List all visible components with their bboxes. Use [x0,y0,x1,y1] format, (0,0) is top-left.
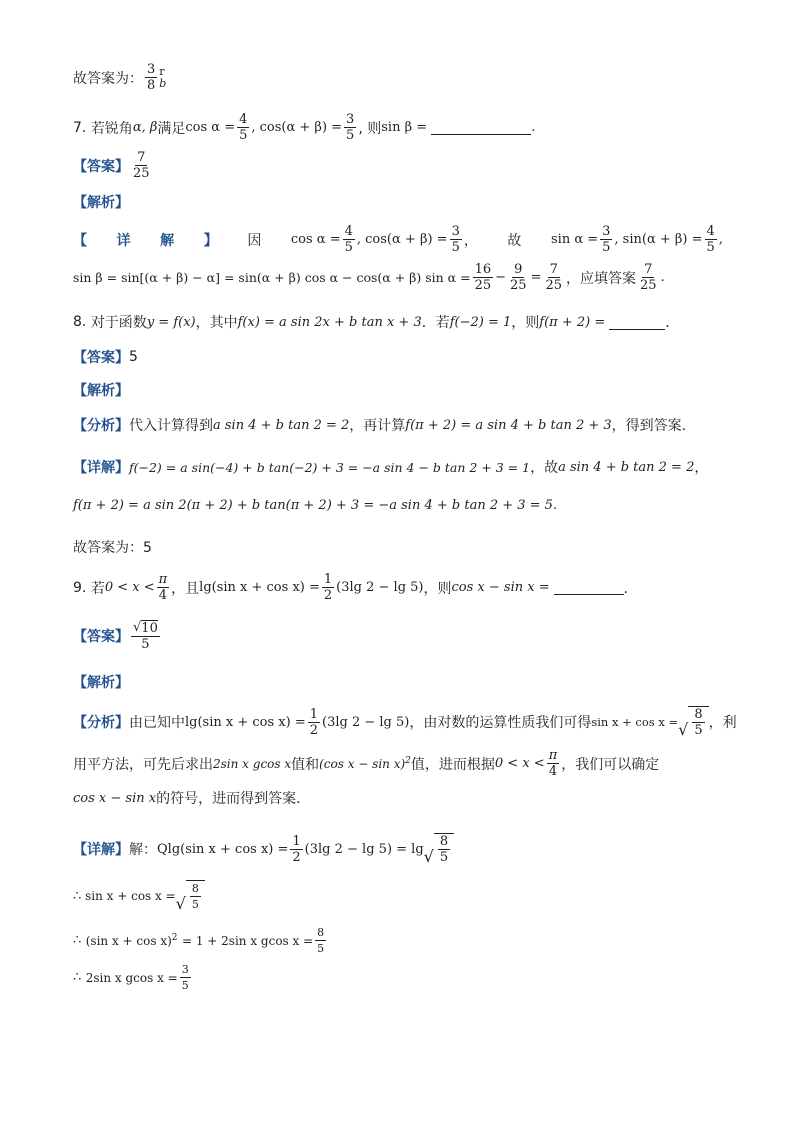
detail-text: 因 [247,232,262,249]
expr: sin x + cos x = [85,889,176,903]
frac-num: 8 [439,834,449,849]
frac-num: 8 [191,882,199,895]
q7-expr: , cos(α + β) = [251,120,343,135]
expr-part: (cos x − sin x) [319,757,406,771]
q8-text: ，其中 [195,315,238,331]
q8-text: ．若 [421,315,450,331]
minus: − [495,270,507,285]
q8-text: 对于函数 [90,315,147,331]
text: 由已知中 [129,715,185,731]
detail-char: 解 [160,232,175,249]
fenxi-8 [73,415,686,435]
question-7 [73,112,535,143]
exponent: 2 [171,933,178,943]
therefore-symbol: ∴ [73,888,82,904]
frac-den: 25 [510,278,527,293]
dot: ． [665,315,680,331]
detail-bracket: 】 [203,232,218,249]
vector-b [159,66,166,90]
frac [543,262,564,293]
detail-7-given [291,224,478,255]
frac-num: 4 [239,112,248,127]
answer-9-frac [131,620,160,652]
sqrt [176,880,205,912]
q7-text: 满足 [157,120,186,137]
q8-text: ，则 [511,315,540,331]
analysis-7 [73,192,129,212]
comma: , [718,232,723,247]
frac-num: 8 [317,926,325,939]
dot: . [660,270,665,285]
text: 用平方法，可先后求出 [73,756,213,773]
expr: (3lg 2 − lg 5) [322,714,410,730]
frac-den: 5 [439,850,449,865]
expr: cos x − sin x [73,790,157,806]
frac-num: 1 [323,572,333,587]
frac [343,224,355,255]
frac [547,748,560,779]
radicand [434,833,454,865]
frac-num: 16 [474,262,492,277]
detail-7-result [551,224,723,255]
dot: ． [623,580,638,597]
frac [473,262,494,293]
comma: ， [463,232,478,249]
frac [705,224,717,255]
expr: sin β = sin[(α + β) − α] = sin(α + β) cos α − cos(α + β) sin α = [73,270,471,285]
frac-den: 5 [344,240,353,255]
detail-char: 详 [116,232,131,249]
q7-frac1 [237,112,249,143]
text: ，我们可以确定 [561,756,660,773]
text: ，且 [171,580,200,597]
expr: f(−2) = a sin(−4) + b tan(−2) + 3 = −a sin 4 − b tan 2 + 3 = 1 [129,459,531,475]
frac-num: 1 [309,706,318,722]
text: ，由对数的运算性质我们可得 [409,715,592,731]
expr: sin x + cos x = [591,715,679,729]
q7-frac2 [344,112,356,143]
answer-blank [554,580,624,595]
question-number: 7. [73,119,87,136]
frac [692,707,704,738]
text: 代入计算得到 [129,418,213,434]
frac [450,224,462,255]
answer-value: 5 [129,349,138,365]
analysis-tag: 【解析】 [73,675,129,691]
expr [86,933,178,948]
analysis-8 [73,380,129,400]
frac-num: 8 [694,707,703,722]
radicand [186,880,205,912]
frac [508,262,529,293]
frac-den: 5 [141,637,150,652]
frac-den: 4 [158,588,168,603]
frac-den: 25 [133,166,150,181]
detail-7 [73,224,723,255]
frac-num: 3 [346,112,355,127]
frac-num: 3 [181,963,189,976]
text: 值，进而根据 [410,756,495,773]
text: 的符号，进而得到答案． [156,791,311,807]
frac-den: 5 [317,942,325,955]
expr: f(π + 2) = a sin 2(π + 2) + b tan(π + 2) + 3 = −a sin 4 + b tan 2 + 3 = 5 [73,498,553,513]
text: 值和 [291,756,320,773]
frac-den: 5 [706,240,715,255]
detail-7-calc [73,262,665,293]
frac [157,572,170,603]
frac-num: 1 [292,833,301,849]
answer-7-frac [131,150,152,181]
vector-mark: r [159,64,165,78]
q7-dot: . [531,120,536,135]
equals: = [530,270,542,285]
step-3 [73,962,193,993]
frac [290,834,302,865]
frac-den: 5 [346,128,355,143]
expr: y = f(x) [146,314,196,330]
text: ，故 [530,460,559,476]
frac-num: 9 [514,262,523,277]
frac-num: 3 [451,224,460,239]
frac-den: 8 [147,78,156,93]
frac-num: 3 [147,62,156,77]
frac-den: 2 [292,849,301,865]
fenxi-tag: 【分析】 [73,715,129,731]
answer-9 [73,620,162,652]
analysis-tag: 【解析】 [73,383,129,399]
frac-num: 3 [602,224,611,239]
text: ，则 [423,580,452,597]
frac-num: 4 [706,224,715,239]
frac [190,881,201,912]
frac-den: 5 [239,128,248,143]
frac [600,224,612,255]
frac-den: 25 [640,278,657,293]
q7-expr: sin β = [381,120,428,135]
q7-expr: cos α = [185,120,236,135]
sqrt-sign: √ [133,620,142,635]
exponent: 2 [405,756,411,766]
xiangjie-tag: 【详解】 [73,460,129,476]
expr: 0 < x < [494,756,545,771]
frac-den: 5 [451,240,460,255]
expr: 2sin x gcos x [213,756,292,771]
sqrt-sign: √ [423,847,434,866]
frac-den: 2 [309,722,318,738]
frac-den: 5 [694,723,703,738]
xiangjie-tag: 【详解】 [73,842,129,858]
frac [180,962,191,993]
expr: lg(sin x + cos x) = [199,580,320,595]
expr: a sin 4 + b tan 2 = 2 [213,417,350,433]
therefore-symbol: ∴ [73,933,82,948]
frac-num [131,620,160,637]
answer-blank [609,315,665,330]
expr: cos x − sin x = [451,580,550,595]
expr [319,756,411,771]
expr: f(π + 2) = [539,314,606,330]
radicand [688,706,708,738]
radicand: 10 [141,621,158,636]
answer-tag: 【答案】 [73,158,129,175]
xiangjie-9 [73,833,454,865]
text: 解： [129,842,157,858]
frac-num: 7 [644,262,653,277]
q7-text: , 则 [358,120,382,137]
detail-bracket: 【 [73,232,87,249]
expr: f(x) = a sin 2x + b tan x + 3 [237,314,422,330]
frac-num: 7 [549,262,558,277]
fenxi-tag: 【分析】 [73,418,129,434]
because-symbol: Q [157,841,168,857]
final-answer-text: 故答案为：5 [73,540,152,556]
frac-den: 5 [602,240,611,255]
prev-answer-fraction [145,62,157,93]
xiangjie-8b [73,498,557,513]
frac [322,572,334,603]
frac-den: 25 [474,278,492,293]
fenxi-9b [73,748,659,779]
expr: f(−2) = 1 [449,314,512,330]
frac [308,707,320,738]
xiangjie-8 [73,457,708,477]
answer-tag: 【答案】 [73,629,129,645]
answer-blank [431,120,531,135]
expr: 2sin x gcos x = [85,970,178,985]
expr: = 1 + 2sin x gcos x = [181,933,314,948]
frac-den: 5 [181,979,189,992]
step-2 [73,925,328,956]
text: ， [694,460,709,476]
therefore-symbol: ∴ [73,970,82,985]
vector-letter: b [159,76,167,90]
text: ，利 [708,715,737,731]
analysis-tag: 【解析】 [73,195,129,211]
frac [315,925,326,956]
frac-num: π [548,748,558,763]
expr: cos α = [290,232,341,247]
expr: a sin 4 + b tan 2 = 2 [558,459,695,475]
frac-den: 5 [191,898,199,911]
frac-den: 2 [323,588,333,603]
q7-vars: α, β [132,120,158,135]
frac-den: 4 [548,764,558,779]
expr: f(π + 2) = a sin 4 + b tan 2 + 3 [405,417,612,433]
question-number: 9. [73,579,87,596]
step-1 [73,880,205,912]
question-9 [73,572,638,603]
expr: lg(sin x + cos x) = [167,841,289,857]
expr: , sin(α + β) = [614,232,703,247]
answer-7 [73,150,154,181]
final-answer-8 [73,537,152,557]
expr: (3lg 2 − lg 5) = lg [304,841,424,857]
expr: sin α = [551,232,599,247]
frac-num: 4 [344,224,353,239]
expr: lg(sin x + cos x) = [185,714,306,730]
expr-part: (sin x + cos x) [85,934,172,948]
text: ，再计算 [349,418,406,434]
expr: (3lg 2 − lg 5) [336,580,424,595]
dot: . [552,498,558,513]
answer-8 [73,347,138,367]
question-8 [73,312,679,332]
detail-text: ，应填答案 [566,270,637,287]
sqrt-sign: √ [175,894,186,913]
analysis-9 [73,672,129,692]
expr: , cos(α + β) = [356,232,448,247]
sqrt [424,833,454,865]
frac-den: 25 [545,278,563,293]
text: 若 [90,580,105,597]
q7-text: 若锐角 [90,120,133,137]
answer-tag: 【答案】 [73,350,129,366]
frac-num: π [158,572,168,587]
frac [638,262,659,293]
prev-answer-line [73,62,166,93]
prev-answer-label: 故答案为： [73,70,143,87]
detail-text: 故 [507,232,522,249]
frac-num: 7 [137,150,146,165]
fenxi-9c [73,788,310,808]
frac [438,834,450,865]
question-number: 8. [73,314,87,330]
sqrt [678,706,708,738]
fenxi-9 [73,706,737,738]
sqrt-sign: √ [678,720,689,739]
expr: 0 < x < [104,580,155,595]
text: ，得到答案. [611,418,687,434]
